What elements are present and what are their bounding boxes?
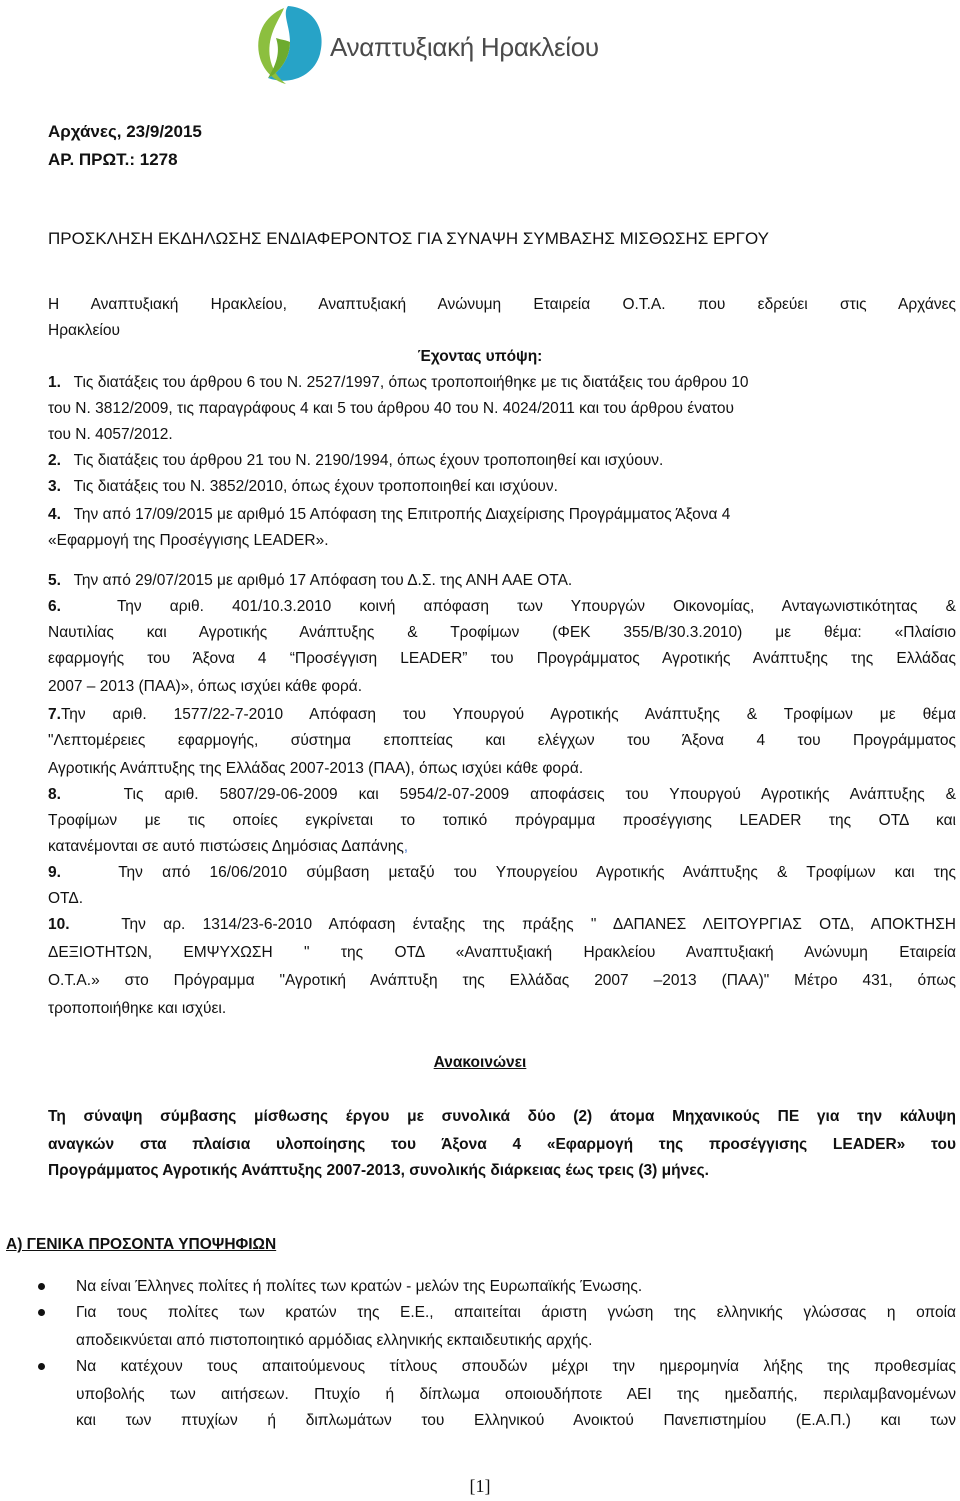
item-8-line-3 — [48, 834, 956, 860]
item-number: 4. — [48, 506, 61, 523]
considering-heading: Έχοντας υπόψη: — [417, 348, 543, 365]
item-10-line-2: ΔΕΞΙΟΤΗΤΩΝ, ΕΜΨΥΧΩΣΗ " της ΟΤΔ «Αναπτυξιακή Ηρακλείου Αναπτυξιακή Ανώνυμη Εταιρεία — [48, 944, 956, 961]
document-title: ΠΡΟΣΚΛΗΣΗ ΕΚΔΗΛΩΣΗΣ ΕΝΔΙΑΦΕΡΟΝΤΟΣ ΓΙΑ ΣΥΝΑΨΗ ΣΥΜΒΑΣΗΣ ΜΙΣΘΩΣΗΣ ΕΡΓΟΥ — [48, 229, 770, 248]
bullet-item-2: Για τους πολίτες των κρατών της Ε.Ε., απαιτείται άριστη γνώση της ελληνικής γλώσσας η οποία — [76, 1304, 956, 1321]
announce-line-3: Προγράμματος Αγροτικής Ανάπτυξης 2007-2013, συνολικής διάρκειας έως τρεις (3) μήνες. — [48, 1162, 709, 1179]
announce-line-1: Τη σύναψη σύμβασης μίσθωσης έργου με συνολικά δύο (2) άτομα Μηχανικούς ΠΕ για την κάλυψη — [48, 1108, 956, 1125]
item-6-line-4: 2007 – 2013 (ΠΑΑ)», όπως ισχύει κάθε φορά. — [48, 678, 363, 695]
bullet-icon — [38, 1283, 45, 1290]
list-item-2 — [48, 448, 956, 474]
item-4-line-2: «Εφαρμογή της Προσέγγισης LEADER». — [48, 532, 329, 549]
logo-text: Αναπτυξιακή Ηρακλείου — [330, 32, 599, 62]
item-text: Την από 29/07/2015 με αριθμό 17 Απόφαση του Δ.Σ. της ΑΝΗ ΑΑΕ ΟΤΑ. — [73, 572, 573, 589]
list-item-10 — [48, 912, 956, 938]
item-text: Την αριθ. 401/10.3.2010 κοινή απόφαση των Υπουργών Οικονομίας, Ανταγωνιστικότητας & — [116, 598, 956, 615]
item-number: 7. — [48, 706, 61, 723]
list-item-4 — [48, 502, 956, 528]
item-1-line-2: του Ν. 3812/2009, τις παραγράφους 4 και 5 του άρθρου 40 του Ν. 4024/2011 και του άρθρου ένατου — [48, 400, 734, 417]
item-text: Την αρ. 1314/23-6-2010 Απόφαση ένταξης της πράξης " ΔΑΠΑΝΕΣ ΛΕΙΤΟΥΡΓΙΑΣ ΟΤΔ, ΑΠΟΚΤΗΣΗ — [121, 916, 957, 933]
bullet-icon — [38, 1363, 45, 1370]
item-text: Την από 17/09/2015 με αριθμό 15 Απόφαση της Επιτροπής Διαχείρισης Προγράμματος Άξονα 4 — [73, 506, 731, 523]
bullet-item-3-line-3: και των πτυχίων ή διπλωμάτων του Ελληνικού Ανοικτού Πανεπιστημίου (Ε.Α.Π.) και των — [76, 1412, 956, 1429]
bullet-item-2-line-2: αποδεικνύεται από πιστοποιητικό αρμόδιας ελληνικής εκπαιδευτικής αρχής. — [76, 1332, 593, 1349]
company-logo — [246, 2, 599, 90]
page-number: [1] — [469, 1476, 491, 1496]
bullet-item-1: Να είναι Έλληνες πολίτες ή πολίτες των κρατών - μελών της Ευρωπαϊκής Ένωσης. — [76, 1278, 643, 1295]
protocol-number: ΑΡ. ΠΡΩΤ.: 1278 — [48, 150, 178, 169]
intro-line-1: Η Αναπτυξιακή Ηρακλείου, Αναπτυξιακή Ανώνυμη Εταιρεία Ο.Τ.Α. που εδρεύει στις Αρχάνες — [48, 296, 956, 313]
item-6-line-2: Ναυτιλίας και Αγροτικής Ανάπτυξης & Τροφίμων (ΦΕΚ 355/Β/30.3.2010) με θέμα: «Πλαίσιο — [48, 624, 956, 641]
item-6-line-3: εφαρμογής του Άξονα 4 “Προσέγγιση LEADER” του Προγράμματος Αγροτικής Ανάπτυξης της Ελλάδας — [48, 650, 956, 667]
item-number: 10. — [48, 916, 70, 933]
list-item-1 — [48, 370, 956, 396]
announce-line-2: αναγκών στα πλαίσια υλοποίησης του Άξονα 4 «Εφαρμογή της προσέγγισης LEADER» του — [48, 1136, 956, 1153]
item-text: κατανέμονται σε αυτό πιστώσεις Δημόσιας Δαπάνης — [48, 838, 404, 855]
place-date: Αρχάνες, 23/9/2015 — [48, 122, 202, 141]
intro-line-2: Ηρακλείου — [48, 322, 120, 339]
item-1-line-3: του Ν. 4057/2012. — [48, 426, 173, 443]
item-number: 6. — [48, 598, 61, 615]
item-7-line-3: Αγροτικής Ανάπτυξης της Ελλάδας 2007-2013 (ΠΑΑ), όπως ισχύει κάθε φορά. — [48, 760, 584, 777]
item-number: 1. — [48, 374, 61, 391]
logo-emblem-icon — [246, 2, 330, 90]
item-10-line-3: Ο.Τ.Α.» στο Πρόγραμμα "Αγροτική Ανάπτυξη της Ελλάδας 2007 –2013 (ΠΑΑ)" Μέτρο 431, όπως — [48, 972, 956, 989]
item-9-line-2: ΟΤΔ. — [48, 890, 84, 907]
item-number: 9. — [48, 864, 61, 881]
item-text: Τις αριθ. 5807/29-06-2009 και 5954/2-07-2009 αποφάσεις του Υπουργού Αγροτικής Ανάπτυξης & — [123, 786, 956, 803]
section-a-heading: Α) ΓΕΝΙΚΑ ΠΡΟΣΟΝΤΑ ΥΠΟΨΗΦΙΩΝ — [6, 1236, 277, 1253]
item-number: 3. — [48, 478, 61, 495]
item-number: 2. — [48, 452, 61, 469]
item-text: Τις διατάξεις του Ν. 3852/2010, όπως έχουν τροποποιηθεί και ισχύουν. — [73, 478, 558, 495]
list-item-9 — [48, 860, 956, 886]
item-text: Την αριθ. 1577/22-7-2010 Απόφαση του Υπουργού Αγροτικής Ανάπτυξης & Τροφίμων με θέμα — [60, 706, 956, 723]
bullet-icon — [38, 1309, 45, 1316]
item-number: 8. — [48, 786, 61, 803]
item-text: Τις διατάξεις του άρθρου 6 του Ν. 2527/1997, όπως τροποποιήθηκε με τις διατάξεις του άρθρου 10 — [73, 374, 749, 391]
list-item-5 — [48, 568, 956, 594]
item-10-line-4: τροποποιήθηκε και ισχύει. — [48, 1000, 227, 1017]
list-item-6 — [48, 594, 956, 620]
item-text: Την από 16/06/2010 σύμβαση μεταξύ του Υπουργείου Αγροτικής Ανάπτυξης & Τροφίμων και της — [118, 864, 957, 881]
item-7-line-2: "Λεπτομέρειες εφαρμογής, σύστημα εποπτείας και ελέγχων του Άξονα 4 του Προγράμματος — [48, 732, 956, 749]
announce-heading: Ανακοινώνει — [433, 1054, 527, 1071]
item-comma: , — [403, 838, 409, 855]
list-item-8 — [48, 782, 956, 808]
item-text: Τις διατάξεις του άρθρου 21 του Ν. 2190/1994, όπως έχουν τροποποιηθεί και ισχύουν. — [73, 452, 664, 469]
item-number: 5. — [48, 572, 61, 589]
list-item-7 — [48, 702, 956, 728]
item-8-line-2: Τροφίμων με τις οποίες εγκρίνεται το τοπικό πρόγραμμα προσέγγισης LEADER της ΟΤΔ και — [48, 812, 956, 829]
list-item-3 — [48, 474, 956, 500]
bullet-item-3-line-2: υποβολής των αιτήσεων. Πτυχίο ή δίπλωμα οποιουδήποτε ΑΕΙ της ημεδαπής, περιλαμβανομένων — [76, 1386, 956, 1403]
bullet-item-3: Να κατέχουν τους απαιτούμενους τίτλους σπουδών μέχρι την ημερομηνία λήξης της προθεσμίας — [76, 1358, 956, 1375]
